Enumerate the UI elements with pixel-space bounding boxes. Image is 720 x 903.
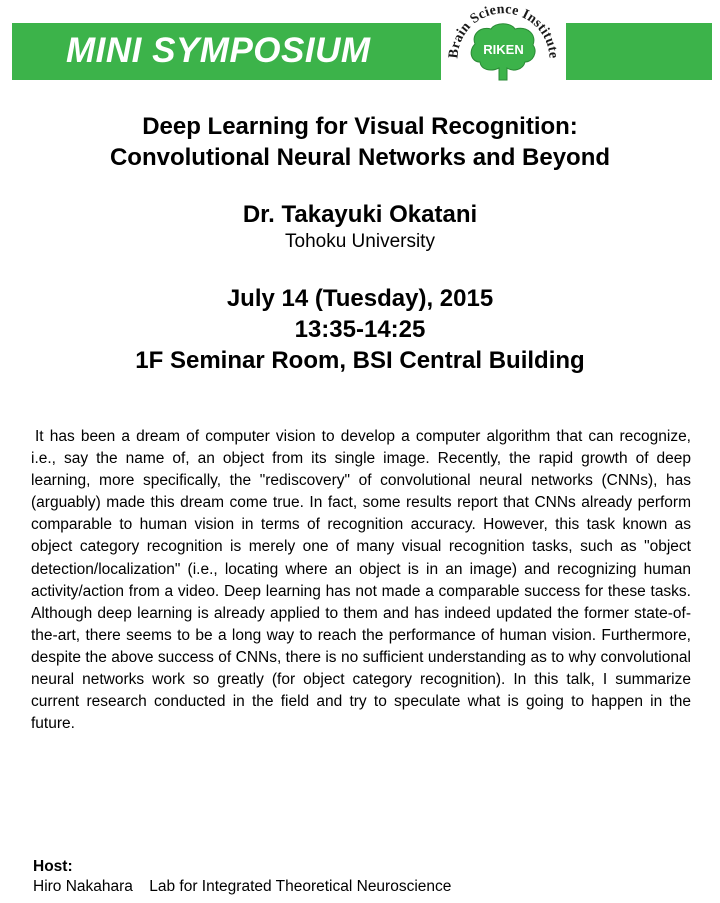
host-name: Hiro Nakahara xyxy=(33,878,133,895)
host-lab: Lab for Integrated Theoretical Neuroscience xyxy=(149,878,452,895)
speaker-name: Dr. Takayuki Okatani xyxy=(242,201,478,228)
event-date: July 14 (Tuesday), 2015 xyxy=(226,285,494,312)
event-location: 1F Seminar Room, BSI Central Building xyxy=(135,347,585,374)
event-details xyxy=(0,283,720,376)
header-banner xyxy=(12,23,712,80)
host-label: Host: xyxy=(33,858,73,875)
banner-title: MINI SYMPOSIUM xyxy=(66,31,371,70)
speaker-affiliation: Tohoku University xyxy=(285,231,435,252)
logo-arc-text: Brain Science Institute xyxy=(446,2,561,60)
host-info xyxy=(33,877,451,897)
abstract-text: It has been a dream of computer vision to develop a computer algorithm that can recognize, i.e., say the name of, an object from its single image. Recently, the rapid growth of deep learning, more specifically, the "rediscovery" of convolutional neural networks (CNNs), has (arguably) made this dream come true. In fact, some results report that CNNs already perform comparable to human vision in terms of recognition accuracy. However, this task known as object category recognition is merely one of many visual recognition tasks, such as "object detection/localization" (i.e., locating where an object is in an image) and recognizing human activity/action from a video. Deep learning has not made a comparable success for these tasks. Although deep learning is already applied to them and has indeed updated the former state-of-the-art, there seems to be a long way to reach the performance of human vision. Furthermore, despite the above success of CNNs, there is no sufficient understanding as to why convolutional neural networks work so greatly (for object category recognition). In this talk, I summarize current research conducted in the field and try to speculate what is going to happen in the future. xyxy=(31,428,691,733)
talk-title-line-2: Convolutional Neural Networks and Beyond xyxy=(109,144,611,171)
talk-title xyxy=(0,111,720,173)
brain-logo-icon xyxy=(441,0,566,88)
talk-title-line-1: Deep Learning for Visual Recognition: xyxy=(142,113,578,140)
logo-badge-text: RIKEN xyxy=(483,42,524,57)
event-time: 13:35-14:25 xyxy=(294,316,426,343)
riken-bsi-logo xyxy=(441,0,566,88)
